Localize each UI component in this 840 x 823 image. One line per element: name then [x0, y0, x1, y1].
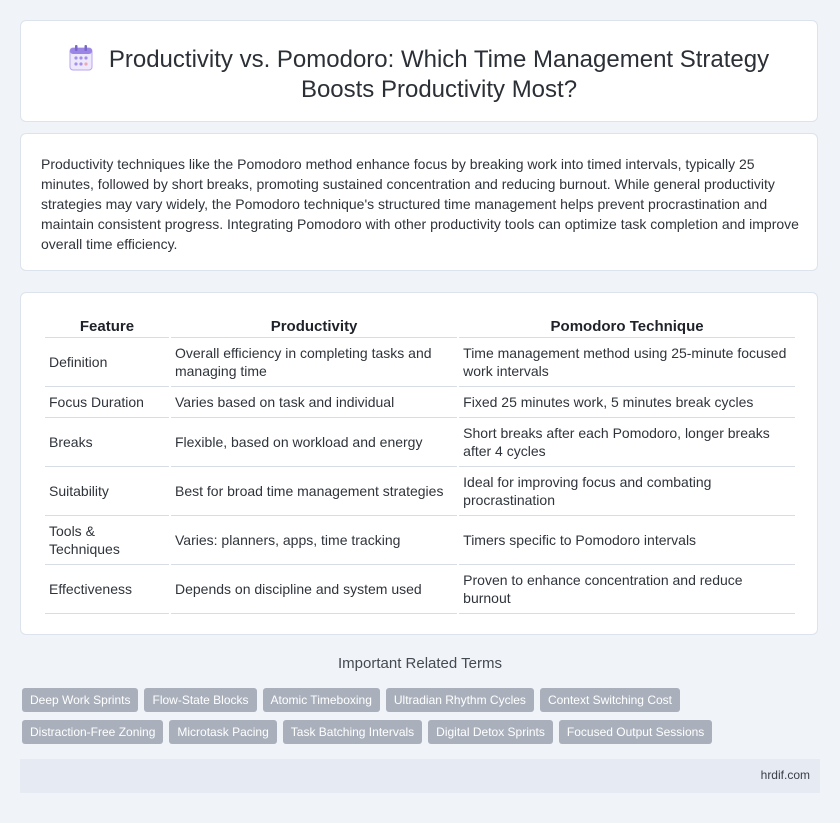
- table-row: [45, 338, 795, 387]
- related-term-tag[interactable]: Atomic Timeboxing: [263, 688, 380, 712]
- related-terms-list: [22, 688, 822, 752]
- row-feature: Tools & Techniques: [45, 516, 169, 565]
- comparison-table: [43, 315, 797, 614]
- row-productivity: Varies: planners, apps, time tracking: [171, 516, 457, 565]
- row-productivity: Flexible, based on workload and energy: [171, 418, 457, 467]
- header-feature: Feature: [45, 315, 169, 338]
- row-feature: Focus Duration: [45, 387, 169, 418]
- row-pomodoro: Short breaks after each Pomodoro, longer breaks after 4 cycles: [459, 418, 795, 467]
- related-term-tag[interactable]: Digital Detox Sprints: [428, 720, 553, 744]
- row-productivity: Overall efficiency in completing tasks and managing time: [171, 338, 457, 387]
- table-row: [45, 516, 795, 565]
- row-pomodoro: Timers specific to Pomodoro intervals: [459, 516, 795, 565]
- table-row: [45, 387, 795, 418]
- header-productivity: Productivity: [171, 315, 457, 338]
- row-productivity: Best for broad time management strategies: [171, 467, 457, 516]
- row-pomodoro: Fixed 25 minutes work, 5 minutes break cycles: [459, 387, 795, 418]
- row-pomodoro: Ideal for improving focus and combating procrastination: [459, 467, 795, 516]
- related-term-tag[interactable]: Focused Output Sessions: [559, 720, 712, 744]
- footer: [20, 759, 820, 793]
- footer-site-link[interactable]: hrdif.com: [760, 768, 810, 782]
- intro-text: Productivity techniques like the Pomodoro method enhance focus by breaking work into timed intervals, typically 25 minutes, followed by short breaks, promoting sustained concentration and reducing burnout. While general productivity strategies may vary widely, the Pomodoro technique's structured time management helps prevent procrastination and maintain consistent progress. Integrating Pomodoro with other productivity tools can optimize task completion and improve overall time efficiency.: [41, 156, 799, 252]
- related-term-tag[interactable]: Ultradian Rhythm Cycles: [386, 688, 534, 712]
- row-feature: Definition: [45, 338, 169, 387]
- table-header-row: [45, 315, 795, 338]
- row-feature: Suitability: [45, 467, 169, 516]
- header-card: [20, 20, 818, 122]
- row-feature: Effectiveness: [45, 565, 169, 614]
- related-term-tag[interactable]: Deep Work Sprints: [22, 688, 138, 712]
- related-term-tag[interactable]: Task Batching Intervals: [283, 720, 422, 744]
- row-pomodoro: Time management method using 25-minute focused work intervals: [459, 338, 795, 387]
- related-terms-title: Important Related Terms: [338, 655, 502, 672]
- row-productivity: Depends on discipline and system used: [171, 565, 457, 614]
- row-productivity: Varies based on task and individual: [171, 387, 457, 418]
- row-feature: Breaks: [45, 418, 169, 467]
- related-term-tag[interactable]: Context Switching Cost: [540, 688, 680, 712]
- table-row: [45, 467, 795, 516]
- page-title: Productivity vs. Pomodoro: Which Time Management Strategy Boosts Productivity Most?: [108, 46, 770, 103]
- table-row: [45, 565, 795, 614]
- intro-card: [20, 133, 818, 271]
- header-pomodoro: Pomodoro Technique: [459, 315, 795, 338]
- related-term-tag[interactable]: Flow-State Blocks: [144, 688, 256, 712]
- related-term-tag[interactable]: Microtask Pacing: [169, 720, 276, 744]
- row-pomodoro: Proven to enhance concentration and reduce burnout: [459, 565, 795, 614]
- table-row: [45, 418, 795, 467]
- related-term-tag[interactable]: Distraction-Free Zoning: [22, 720, 163, 744]
- comparison-card: [20, 292, 818, 635]
